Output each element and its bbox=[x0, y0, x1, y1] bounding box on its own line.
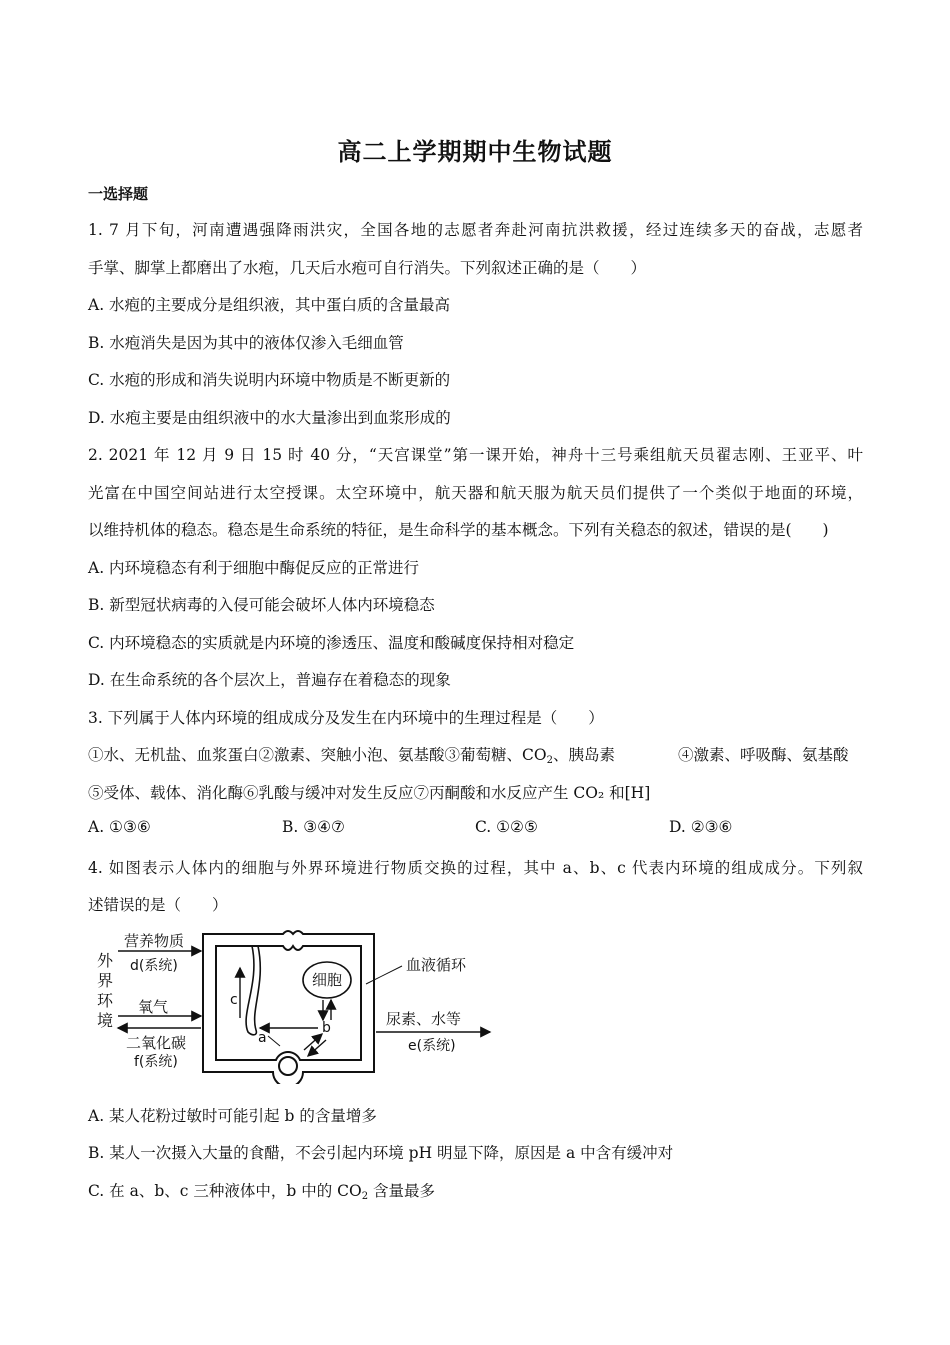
label-c: c bbox=[230, 992, 238, 1008]
b-to-a-arrow bbox=[308, 1040, 326, 1056]
q2-option-c: C. 内环境稳态的实质就是内环境的渗透压、温度和酸碱度保持相对稳定 bbox=[88, 634, 575, 652]
d-system-label: d(系统) bbox=[130, 958, 178, 974]
q2-stem-line-3: 以维持机体的稳态。稳态是生命系统的特征，是生命科学的基本概念。下列有关稳态的叙述，错误的是( ) bbox=[88, 521, 829, 539]
q3-stem: 3. 下列属于人体内环境的组成成分及发生在内环境中的生理过程是（ ） bbox=[88, 709, 604, 727]
q3-option-a: A. ①③⑥ bbox=[88, 818, 151, 836]
q3-items-1-part-a: ①水、无机盐、血浆蛋白②激素、突触小泡、氨基酸③葡萄糖、CO bbox=[88, 746, 547, 764]
cell-label: 细胞 bbox=[311, 971, 343, 989]
q1-option-c: C. 水疱的形成和消失说明内环境中物质是不断更新的 bbox=[88, 371, 451, 389]
q4-option-c-part-a: C. 在 a、b、c 三种液体中，b 中的 CO bbox=[88, 1182, 362, 1200]
q3-option-d: D. ②③⑥ bbox=[669, 818, 733, 836]
co2-label: 二氧化碳 bbox=[126, 1034, 187, 1052]
q4-option-c bbox=[88, 1179, 435, 1201]
f-system-label: f(系统) bbox=[134, 1054, 178, 1070]
q1-option-b: B. 水疱消失是因为其中的液体仅渗入毛细血管 bbox=[88, 334, 404, 352]
nutrients-label: 营养物质 bbox=[124, 932, 185, 950]
circulation-label: 血液循环 bbox=[406, 956, 467, 974]
q3-items-line-2: ⑤受体、载体、消化酶⑥乳酸与缓冲对发生反应⑦丙酮酸和水反应产生 CO₂ 和[H] bbox=[88, 784, 651, 802]
label-a: a bbox=[258, 1030, 267, 1046]
a-to-b-arrow bbox=[304, 1034, 322, 1050]
q4-option-a: A. 某人花粉过敏时可能引起 b 的含量增多 bbox=[88, 1107, 377, 1125]
q4-stem-line-1: 4. 如图表示人体内的细胞与外界环境进行物质交换的过程，其中 a、b、c 代表内环境的组成成分。下列叙 bbox=[88, 859, 863, 877]
q4-option-c-subscript: 2 bbox=[361, 1191, 369, 1202]
q3-items-line-1 bbox=[88, 743, 615, 765]
circulation-pointer bbox=[366, 966, 402, 984]
q2-stem-line-1: 2. 2021 年 12 月 9 日 15 时 40 分，“天宫课堂”第一课开始，神舟十三号乘组航天员翟志刚、王亚平、叶 bbox=[88, 446, 863, 464]
a-pointer bbox=[268, 1036, 280, 1046]
e-system-label: e(系统) bbox=[408, 1038, 456, 1054]
q4-option-b: B. 某人一次摄入大量的食醋，不会引起内环境 pH 明显下降，原因是 a 中含有缓冲对 bbox=[88, 1144, 674, 1162]
q3-option-b: B. ③④⑦ bbox=[282, 818, 345, 836]
circulation-outer-box bbox=[203, 931, 374, 1084]
q3-items-1-part-b: 、胰岛素 bbox=[552, 746, 615, 764]
outer-env-char-2: 界 bbox=[96, 971, 114, 990]
q2-option-a: A. 内环境稳态有利于细胞中酶促反应的正常进行 bbox=[88, 559, 420, 577]
lymph-vessel bbox=[246, 946, 260, 1035]
label-b: b bbox=[322, 1020, 331, 1036]
q2-stem-line-2: 光富在中国空间站进行太空授课。太空环境中，航天器和航天服为航天员们提供了一个类似于地面的环境， bbox=[88, 484, 863, 502]
outer-env-char-4: 境 bbox=[96, 1011, 114, 1030]
outer-env-char-1: 外 bbox=[96, 951, 114, 970]
page-title: 高二上学期期中生物试题 bbox=[337, 137, 613, 166]
section-heading: 一选择题 bbox=[88, 185, 149, 203]
q1-stem-line-1: 1. 7 月下旬，河南遭遇强降雨洪灾，全国各地的志愿者奔赴河南抗洪救援，经过连续多天的奋战，志愿者 bbox=[88, 221, 863, 239]
q1-stem-line-2: 手掌、脚掌上都磨出了水疱，几天后水疱可自行消失。下列叙述正确的是（ ） bbox=[88, 259, 647, 277]
q2-option-b: B. 新型冠状病毒的入侵可能会破坏人体内环境稳态 bbox=[88, 596, 435, 614]
q3-items-1-part-c: ④激素、呼吸酶、氨基酸 bbox=[678, 746, 849, 764]
oxygen-label: 氧气 bbox=[138, 998, 169, 1016]
q4-option-c-part-b: 含量最多 bbox=[368, 1182, 436, 1200]
q4-stem-line-2: 述错误的是（ ） bbox=[88, 896, 228, 914]
material-exchange-diagram bbox=[90, 924, 500, 1084]
q2-option-d: D. 在生命系统的各个层次上，普遍存在着稳态的现象 bbox=[88, 671, 451, 689]
outer-env-char-3: 环 bbox=[96, 991, 114, 1010]
capillary-circle bbox=[279, 1057, 297, 1075]
circulation-inner-box bbox=[216, 946, 361, 1060]
q3-items-1-subscript: 2 bbox=[546, 755, 553, 766]
q3-option-c: C. ①②⑤ bbox=[475, 818, 538, 836]
q1-option-a: A. 水疱的主要成分是组织液，其中蛋白质的含量最高 bbox=[88, 296, 451, 314]
q1-option-d: D. 水疱主要是由组织液中的水大量渗出到血浆形成的 bbox=[88, 409, 451, 427]
urea-water-label: 尿素、水等 bbox=[386, 1010, 462, 1028]
